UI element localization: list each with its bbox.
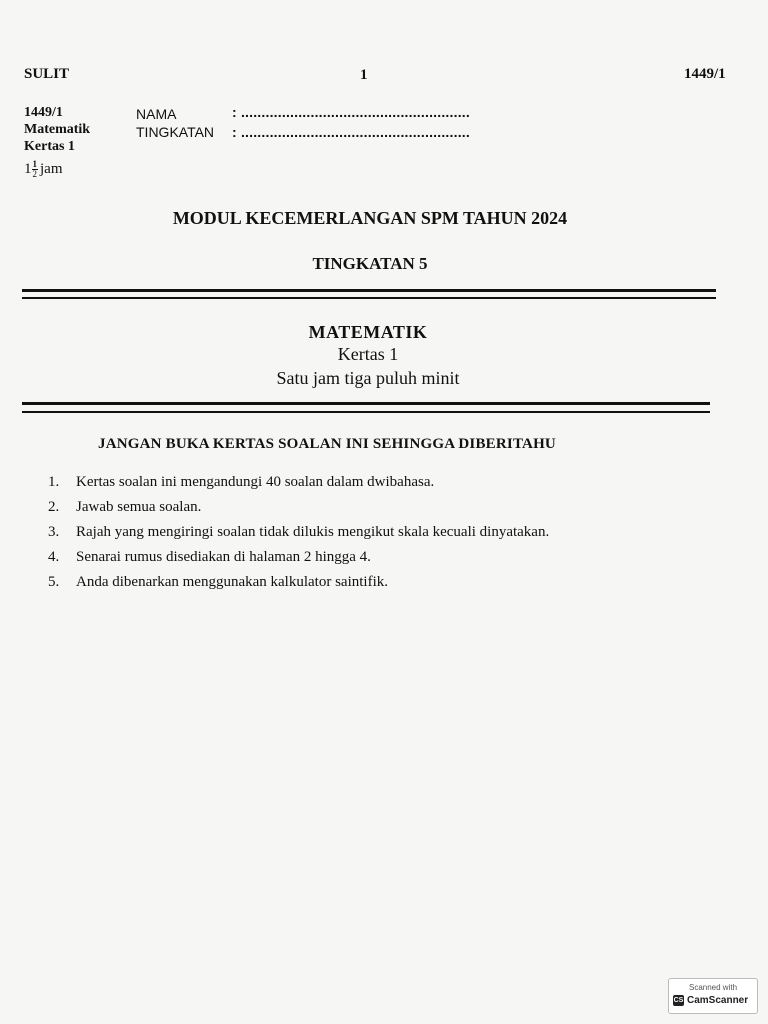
nama-field[interactable]: : ........................................................ (232, 104, 470, 120)
list-item (48, 520, 668, 545)
watermark-brand (673, 995, 748, 1006)
list-item (48, 545, 668, 570)
paper-subject: Matematik (24, 122, 91, 137)
duration-fraction (32, 160, 39, 179)
duration-denominator: 2 (32, 169, 37, 179)
scanner-watermark (668, 978, 758, 1014)
instruction-number: 5. (48, 574, 60, 590)
header-paper-code: 1449/1 (684, 66, 726, 82)
tingkatan-field[interactable]: : ........................................................ (232, 124, 470, 140)
list-item (48, 470, 668, 495)
paper-duration-text: Satu jam tiga puluh minit (276, 368, 460, 388)
list-item (48, 495, 668, 520)
instruction-text: Senarai rumus disediakan di halaman 2 hingga 4. (76, 549, 371, 565)
divider-top-thick (22, 289, 716, 292)
watermark-caption: Scanned with (688, 983, 738, 992)
divider-bottom-thick (22, 402, 710, 405)
instruction-number: 4. (48, 549, 60, 565)
duration-unit: jam (40, 161, 63, 177)
paper-info (24, 104, 90, 155)
instructions-list (48, 470, 668, 595)
paper-code: 1449/1 (24, 105, 63, 120)
divider-top-thin (22, 297, 716, 299)
instruction-number: 3. (48, 524, 60, 540)
header-page-number: 1 (360, 67, 368, 83)
nama-label: NAMA (136, 106, 177, 122)
paper-duration (24, 160, 63, 179)
instruction-text: Jawab semua soalan. (76, 499, 202, 515)
instruction-number: 1. (48, 474, 60, 490)
header-classification: SULIT (24, 66, 70, 82)
divider-bottom-thin (22, 411, 710, 413)
instruction-number: 2. (48, 499, 60, 515)
module-title: MODUL KECEMERLANGAN SPM TAHUN 2024 (172, 208, 568, 228)
watermark-brand-name: CamScanner (687, 995, 749, 1006)
warning-text: JANGAN BUKA KERTAS SOALAN INI SEHINGGA DIBERITAHU (98, 436, 556, 452)
tingkatan-label: TINGKATAN (136, 124, 215, 140)
duration-whole: 1 (24, 161, 32, 177)
duration-numerator: 1 (32, 159, 37, 169)
camscanner-icon: CS (673, 997, 684, 1004)
paper-number: Kertas 1 (337, 344, 399, 364)
form-title: TINGKATAN 5 (312, 254, 428, 273)
instruction-text: Rajah yang mengiringi soalan tidak dilukis mengikut skala kecuali dinyatakan. (76, 524, 550, 540)
paper-kertas: Kertas 1 (24, 139, 75, 154)
subject-title: MATEMATIK (308, 322, 428, 342)
instruction-text: Kertas soalan ini mengandungi 40 soalan dalam dwibahasa. (76, 474, 435, 490)
list-item (48, 570, 668, 595)
instruction-text: Anda dibenarkan menggunakan kalkulator saintifik. (76, 574, 388, 590)
